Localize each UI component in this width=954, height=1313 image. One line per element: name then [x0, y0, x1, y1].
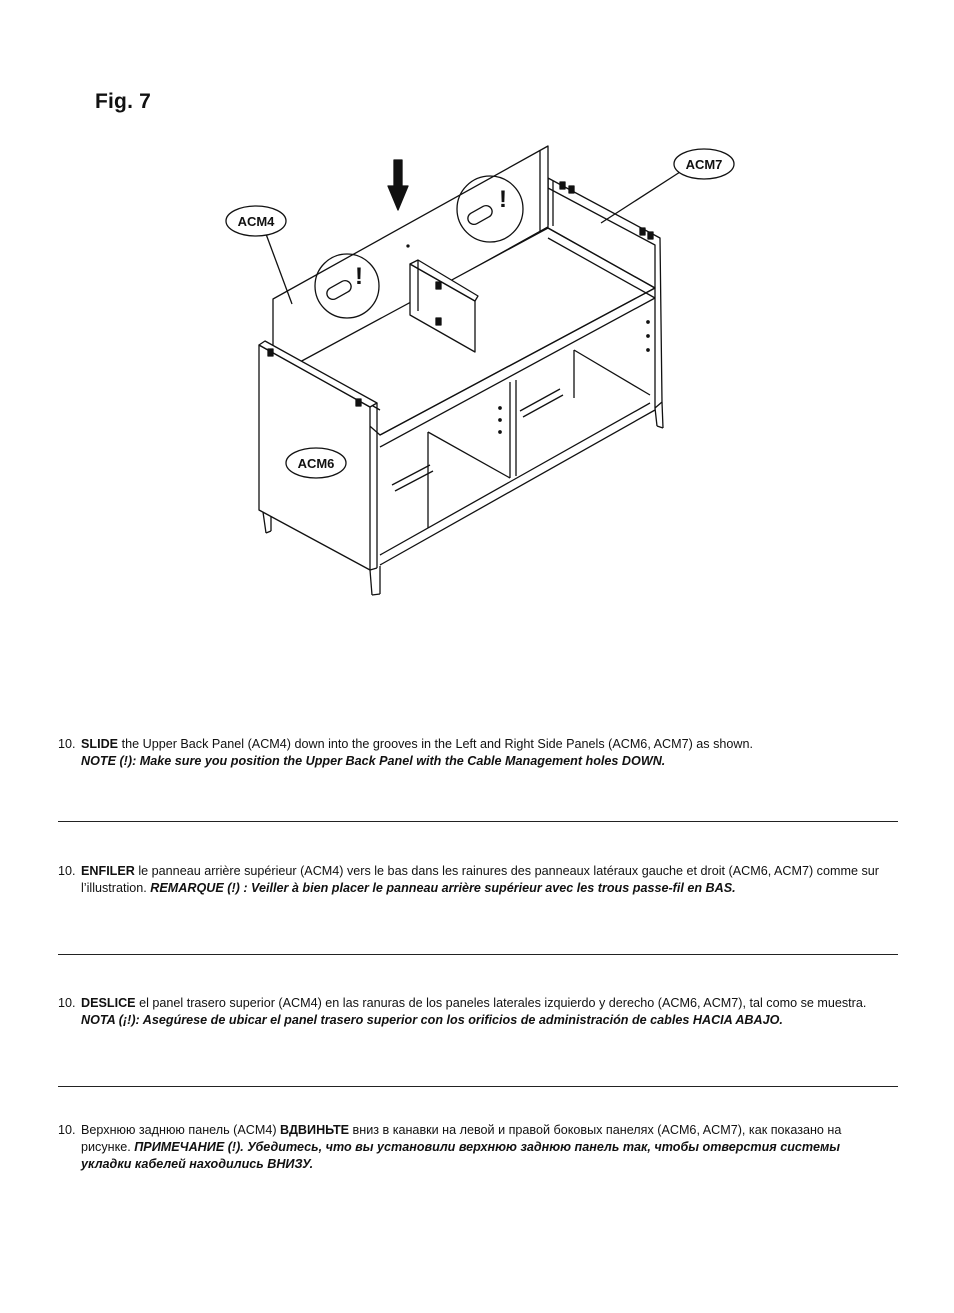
instruction-english	[58, 736, 898, 770]
step-number: 10.	[58, 1123, 76, 1137]
step-text: the Upper Back Panel (ACM4) down into the grooves in the Left and Right Side Panels (ACM6, ACM7) as shown.	[118, 737, 754, 751]
instruction-russian	[58, 1122, 898, 1173]
figure-title: Fig. 7	[95, 90, 152, 113]
step-prefix: Верхнюю заднюю панель (ACM4)	[81, 1123, 281, 1137]
step-number: 10.	[58, 737, 76, 751]
down-arrow-icon	[388, 160, 408, 210]
instruction-spanish	[58, 995, 898, 1029]
step-verb: SLIDE	[81, 737, 119, 751]
divider-line	[58, 821, 898, 822]
warning-mark-right: !	[499, 186, 507, 213]
warning-mark-left: !	[355, 263, 363, 290]
step-note: REMARQUE (!) : Veiller à bien placer le panneau arrière supérieur avec les trous passe-fil en BAS.	[150, 881, 736, 895]
step-note: NOTA (¡!): Asegúrese de ubicar el panel trasero superior con los orificios de administración de cables HACIA ABAJO.	[81, 1013, 783, 1027]
instruction-french	[58, 863, 898, 897]
callout-acm6-label: ACM6	[297, 456, 335, 471]
step-number: 10.	[58, 864, 76, 878]
divider-line	[58, 954, 898, 955]
step-note: ПРИМЕЧАНИЕ (!). Убедитесь, что вы установили верхнюю заднюю панель так, чтобы отверстия системы укладки кабелей находились ВНИЗУ.	[81, 1140, 841, 1171]
step-note: NOTE (!): Make sure you position the Upper Back Panel with the Cable Management holes DOWN.	[81, 754, 666, 768]
callout-acm4-label: ACM4	[237, 214, 275, 229]
step-verb: DESLICE	[81, 996, 136, 1010]
divider-line	[58, 1086, 898, 1087]
step-number: 10.	[58, 996, 76, 1010]
step-text: le panneau arrière supérieur (ACM4) vers le bas dans les rainures des panneaux latéraux gauche et droit (ACM6, ACM7) comme sur l’illustration.	[81, 864, 879, 895]
callout-acm7-label: ACM7	[685, 157, 723, 172]
step-text: el panel trasero superior (ACM4) en las ranuras de los paneles laterales izquierdo y derecho (ACM6, ACM7), tal como se muestra.	[135, 996, 867, 1010]
step-verb: ВДВИНЬТЕ	[280, 1123, 350, 1137]
step-text: вниз в канавки на левой и правой боковых панелях (ACM6, ACM7), как показано на рисунке.	[81, 1123, 842, 1154]
step-verb: ENFILER	[81, 864, 135, 878]
